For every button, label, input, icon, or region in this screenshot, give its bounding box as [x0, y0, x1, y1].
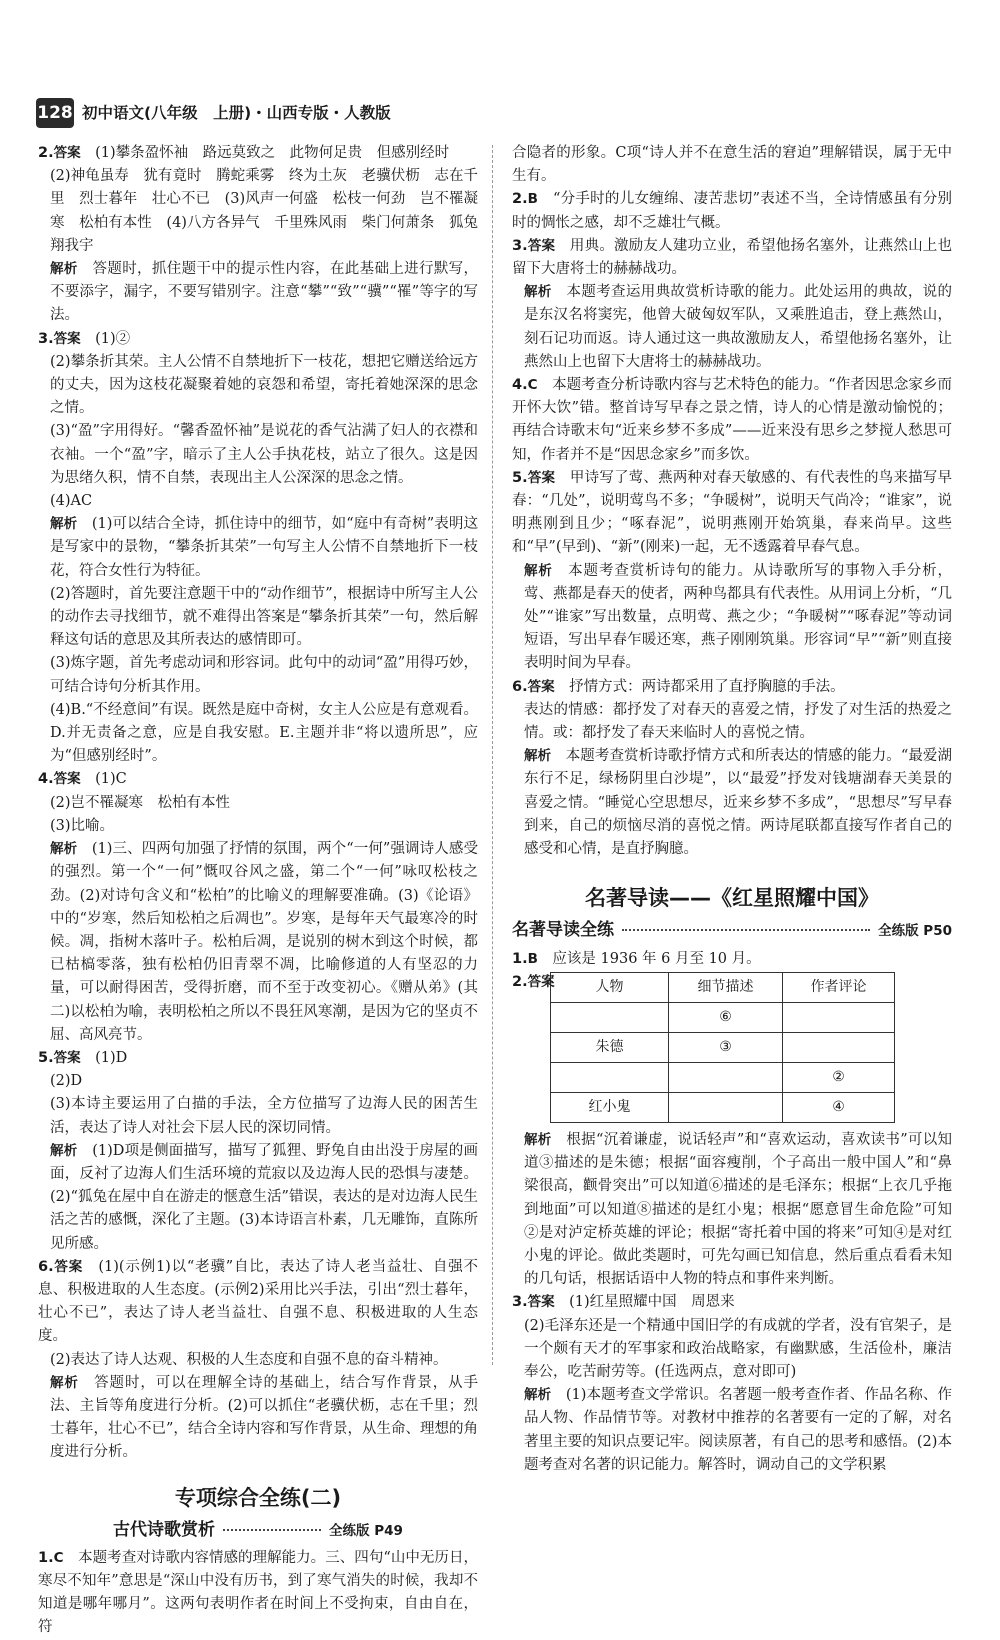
subsection-header-classic	[512, 919, 952, 943]
answer-continuation: (3)本诗主要运用了白描的手法，全方位描写了边海人民的困苦生活，表达了诗人对社会下层人民的深切同情。	[50, 1096, 478, 1136]
table-cell: ③	[669, 1032, 783, 1062]
analysis-text: (1)三、四两句加强了抒情的氛围，两个“一何”强调诗人感受的强烈。第一个“一何”慨叹谷风之盛，第二个“一何”咏叹松枝之劲。(2)对诗句含义和“松柏”的比喻义的理解要准确。(3)《论语》中的“岁寒，然后知松柏之后凋也”。岁寒，是每年天气最寒冷的时候。凋，指树木落叶子。松柏后凋，是说别的树木到这个时候，都已枯槁零落，独有松柏仍旧青翠不凋，比喻修道的人有坚忍的力量，可以耐得困苦，受得折磨，而不至于改变初心。《赠从弟》(其二)以松柏为喻，表明松柏之所以不畏狂风寒潮，是因为它的坚贞不屈、高风亮节。	[50, 841, 478, 1043]
page-header	[36, 96, 980, 130]
page-reference: 全练版 P50	[878, 923, 952, 940]
analysis-item	[38, 258, 478, 328]
table-row	[551, 1062, 895, 1092]
answer-table	[550, 972, 895, 1123]
question-number: 4.	[38, 771, 54, 788]
table-row	[551, 1032, 895, 1062]
answer-item	[38, 1047, 478, 1070]
table-cell	[669, 1062, 783, 1092]
answer-text: 本题考查对诗歌内容情感的理解能力。三、四句“山中无历日，寒尽不知年”意思是“深山中没有历书，到了寒气消失的时候，我却不知道是哪年哪月”。这两句表明作者在时间上不受拘束，自由自在，符	[38, 1549, 478, 1636]
table-cell	[783, 1002, 895, 1032]
analysis-label: 解析	[50, 1374, 79, 1391]
answer-item	[512, 374, 952, 467]
table-cell: ②	[783, 1062, 895, 1092]
answer-item	[38, 768, 478, 791]
answer-text: (1)C	[95, 771, 127, 788]
answer-continuation: (2)毛泽东还是一个精通中国旧学的有成就的学者，没有官架子，是一个颇有天才的军事家和政治战略家，有幽默感，生活俭朴，廉洁奉公，吃苦耐劳等。(任选两点，意对即可)	[524, 1317, 952, 1380]
page-reference: 全练版 P49	[329, 1522, 403, 1539]
table-cell	[551, 1062, 669, 1092]
answer-continuation: (2)神龟虽寿 犹有竟时 腾蛇乘雾 终为土灰 老骥伏枥 志在千里 烈士暮年 壮心不已 (3)风声一何盛 松枝一何劲 岂不罹凝寒 松柏有本性 (4)八方各异气 千里殊风雨 柴门何萧条 狐兔翔我宇	[50, 168, 478, 254]
column-divider	[492, 145, 493, 1365]
analysis-item	[512, 1384, 952, 1477]
analysis-label: 解析	[50, 261, 78, 278]
table-row	[551, 1002, 895, 1032]
answer-label: 答案	[53, 145, 81, 161]
answer-item	[512, 467, 952, 560]
table-cell	[669, 1092, 783, 1122]
answer-text: 应该是 1936 年 6 月至 10 月。	[552, 950, 761, 967]
answer-item	[512, 676, 952, 699]
answer-continuation: (4)B.“不经意间”有误。既然是庭中奇树，女主人公应是有意观看。D.并无责备之意，应是自我安慰。E.主题并非“将以遗所思”，应为“但感别经时”。	[50, 701, 478, 765]
answer-label: 答案	[53, 771, 81, 788]
answer-continuation: (3)比喻。	[50, 817, 115, 834]
header-title: 初中语文(八年级 上册)・山西专版・人教版	[82, 104, 391, 122]
answer-item	[38, 142, 478, 165]
analysis-text: (1)可以结合全诗，抓住诗中的细节，如“庭中有奇树”表明这是写家中的景物，“攀条折其荣”一句写主人公情不自禁地折下一枝花，符合女性行为特征。	[50, 516, 478, 579]
answer-text: 用典。激励友人建功立业，希望他扬名塞外，让燕然山上也留下大唐将士的赫赫战功。	[512, 237, 952, 278]
answer-continuation: (2)答题时，首先要注意题干中的“动作细节”，根据诗中所写主人公的动作去寻找细节，就不难得出答案是“攀条折其荣”一句，然后解释这句话的意思及其所表达的感情即可。	[50, 585, 478, 649]
answer-item-table	[512, 971, 952, 1123]
subsection-name: 古代诗歌赏析	[113, 1519, 216, 1540]
table-cell	[551, 1002, 669, 1032]
analysis-text: 答题时，可以在理解全诗的基础上，结合写作背景，从手法、主旨等角度进行分析。(2)可以抓住“老骥伏枥，志在千里；烈士暮年，壮心不已”，结合全诗内容和写作背景，从生命、理想的角度进行分析。	[50, 1374, 479, 1461]
answer-continuation: (3)“盈”字用得好。“馨香盈怀袖”是说花的香气沾满了妇人的衣襟和衣袖。一个“盈”字，暗示了主人公手执花枝，站立了很久。这是因为思绪久积，情不自禁，表现出主人公深深的思念之情。	[50, 423, 478, 486]
question-number: 2.	[512, 973, 528, 990]
table-cell: ⑥	[669, 1002, 783, 1032]
analysis-label: 解析	[524, 1131, 552, 1148]
answer-label: C	[53, 1549, 64, 1566]
answer-label: 答案	[53, 1049, 81, 1066]
question-number: 6.	[38, 1258, 54, 1275]
answer-text: (1)(示例1)以“老骥”自比，表达了诗人老当益壮、自强不息、积极进取的人生态度。(示例2)采用比兴手法，引出“烈士暮年，壮心不已”，表达了诗人老当益壮、自强不息、积极进取的人生态度。	[38, 1258, 479, 1345]
analysis-text: 根据“沉着谦虚，说话轻声”和“喜欢运动，喜欢读书”可以知道③描述的是朱德；根据“面容瘦削，个子高出一般中国人”和“鼻梁很高，颧骨突出”可以知道⑥描述的是毛泽东；根据“上衣几乎拖到地面”可以知道⑧描述的是红小鬼；根据“愿意冒生命危险”可知②是对泸定桥英雄的评论；根据“寄托着中国的将来”可知④是对红小鬼的评论。做此类题时，可先勾画已知信息，然后重点看看未知的几句话，根据话语中人物的特点和事件来判断。	[524, 1131, 952, 1288]
section-title-classic: 名著导读——《红星照耀中国》	[585, 886, 879, 911]
table-cell: 红小鬼	[551, 1092, 669, 1122]
answer-text: 抒情方式：两诗都采用了直抒胸臆的手法。	[569, 678, 845, 695]
table-header-row	[551, 972, 895, 1002]
table-cell	[783, 1032, 895, 1062]
analysis-item	[512, 1129, 952, 1291]
table-cell: 朱德	[551, 1032, 669, 1062]
answer-text: 本题考查分析诗歌内容与艺术特色的能力。“作者因思念家乡而开怀大饮”错。整首诗写早春之景之情，诗人的心情是激动愉悦的；再结合诗歌末句“近来乡梦不多成”——近来没有思乡之梦搅人愁思可知，作者并不是“因思念家乡”而多饮。	[512, 377, 952, 463]
analysis-text: 答题时，抓住题干中的提示性内容，在此基础上进行默写，不要添字，漏字，不要写错别字。注意“攀”“致”“骥”“罹”等字的写法。	[50, 261, 479, 324]
answer-text: (1)攀条盈怀袖 路远莫致之 此物何足贵 但感别经时	[95, 145, 450, 161]
answer-item	[38, 1547, 478, 1640]
dotted-leader	[223, 1529, 321, 1531]
answer-item	[512, 235, 952, 281]
table-row	[551, 1092, 895, 1122]
answer-text: (1)D	[95, 1049, 128, 1066]
answer-continuation: (2)表达了诗人达观、积极的人生态度和自强不息的奋斗精神。	[50, 1351, 448, 1368]
answer-label: 答案	[527, 678, 555, 695]
answer-item	[38, 1256, 478, 1349]
analysis-label: 解析	[524, 562, 553, 579]
analysis-label: 解析	[524, 748, 552, 765]
answer-item	[512, 1291, 952, 1314]
question-number: 5.	[38, 1049, 54, 1066]
answer-text: “分手时的儿女缠绵、凄苦悲切”表述不当，全诗情感虽有分别时的惆怅之感，却不乏雄壮气概。	[512, 191, 953, 231]
answer-label: 答案	[53, 330, 81, 347]
analysis-text: (1)本题考查文学常识。名著题一般考查作者、作品名称、作品人物、作品情节等。对教材中推荐的名著要有一定的了解，对名著里主要的知识点要记牢。阅读原著，有自己的思考和感悟。(2)本题考查对名著的识记能力。解答时，调动自己的文学积累	[524, 1387, 952, 1473]
analysis-item	[38, 1372, 478, 1465]
answer-continuation: (3)炼字题，首先考虑动词和形容词。此句中的动词“盈”用得巧妙，可结合诗句分析其作用。	[50, 655, 478, 695]
analysis-text: 本题考查运用典故赏析诗歌的能力。此处运用的典故，说的是东汉名将窦宪，他曾大破匈奴军队，又乘胜追击，登上燕然山，刻石记功而返。诗人通过这一典故激励友人，希望他扬名塞外，让燕然山上也留下大唐将士的赫赫战功。	[524, 284, 953, 370]
table-header-cell: 人物	[551, 972, 669, 1002]
answer-text: 甲诗写了莺、燕两种对春天敏感的、有代表性的鸟来描写早春：“几处”，说明莺鸟不多；“争暖树”，说明天气尚冷；“谁家”，说明燕刚到且少；“啄春泥”，说明燕刚开始筑巢，春来尚早。这些和“早”(早到)、“新”(刚来)一起，无不透露着早春气息。	[512, 469, 952, 556]
analysis-item	[38, 513, 478, 583]
answer-label: C	[527, 377, 538, 394]
answer-label: 答案	[527, 469, 556, 486]
question-number: 3.	[512, 237, 528, 254]
answer-label: 答案	[527, 1294, 555, 1311]
analysis-item	[38, 1140, 478, 1256]
right-column	[512, 142, 952, 1477]
answer-continuation: (2)岂不罹凝寒 松柏有本性	[50, 794, 231, 811]
section-title-special: 专项综合全练(二)	[174, 1485, 342, 1510]
answer-continuation: 表达的情感：都抒发了对春天的喜爱之情，抒发了对生活的热爱之情。或：都抒发了春天来临时人的喜悦之情。	[524, 701, 952, 742]
answer-label: 答案	[527, 237, 556, 254]
subsection-name: 名著导读全练	[512, 920, 614, 941]
question-number: 1.	[512, 950, 528, 967]
table-cell: ④	[783, 1092, 895, 1122]
answer-label: B	[527, 950, 538, 967]
analysis-text: 本题考查赏析诗句的能力。从诗歌所写的事物入手分析，莺、燕都是春天的使者，两种鸟都具有代表性。从用词上分析，“几处”“谁家”写出数量，点明莺、燕之少；“争暖树”“啄春泥”等动词短语，写出早春乍暖还寒，燕子刚刚筑巢。形容词“早”“新”则直接表明时间为早春。	[524, 562, 953, 672]
analysis-text: (1)D项是侧面描写，描写了狐狸、野兔自由出没于房屋的画面，反衬了边海人们生活环境的荒寂以及边海人民的恐惧与凄楚。(2)“狐兔在屋中自在游走的惬意生活”错误，表达的是对边海人民生活之苦的感慨，深化了主题。(3)本诗语言朴素，几无雕饰，直陈所见所感。	[50, 1142, 478, 1252]
analysis-item	[512, 745, 952, 861]
left-column	[38, 142, 478, 1640]
analysis-label: 解析	[50, 516, 78, 533]
analysis-item	[38, 838, 478, 1047]
analysis-item	[512, 281, 952, 374]
answer-continuation: 合隐者的形象。C项“诗人并不在意生活的窘迫”理解错误，属于无中生有。	[512, 145, 952, 185]
analysis-text: 本题考查赏析诗歌抒情方式和所表达的情感的能力。“最爱湖东行不足，绿杨阴里白沙堤”，以“最爱”抒发对钱塘湖春天美景的喜爱之情。“睡觉心空思想尽，近来乡梦不多成”，“思想尽”写早春到来，自己的烦恼尽消的喜悦之情。两诗尾联都直接写作者自己的感受和心情，是直抒胸臆。	[524, 748, 953, 858]
answer-item	[512, 948, 952, 971]
question-number: 5.	[512, 469, 528, 486]
subsection-header-poetry	[38, 1519, 478, 1543]
question-number: 4.	[512, 377, 528, 394]
answer-continuation: (2)D	[50, 1073, 83, 1090]
analysis-label: 解析	[50, 1142, 78, 1159]
question-number: 2.	[512, 191, 528, 208]
answer-label: 答案	[527, 973, 555, 990]
answer-text: (1)红星照耀中国 周恩来	[569, 1294, 735, 1311]
answer-label: B	[527, 191, 538, 208]
answer-item	[38, 328, 478, 351]
question-number: 6.	[512, 678, 528, 695]
question-number: 2.	[38, 145, 54, 161]
table-header-cell: 细节描述	[669, 972, 783, 1002]
answer-item	[512, 188, 952, 234]
analysis-item	[512, 560, 952, 676]
dotted-leader	[622, 929, 870, 931]
question-number: 3.	[512, 1294, 528, 1311]
answer-label: 答案	[53, 1258, 84, 1275]
answer-text: (1)②	[95, 330, 131, 347]
page-number: 128	[36, 98, 74, 128]
analysis-label: 解析	[524, 1387, 552, 1404]
answer-continuation: (4)AC	[50, 493, 93, 510]
analysis-label: 解析	[524, 284, 552, 301]
table-header-cell: 作者评论	[783, 972, 895, 1002]
question-number: 3.	[38, 330, 54, 347]
analysis-label: 解析	[50, 841, 78, 858]
question-number: 1.	[38, 1549, 54, 1566]
answer-continuation: (2)攀条折其荣。主人公情不自禁地折下一枝花，想把它赠送给远方的丈夫，因为这枝花凝聚着她的哀怨和希望，寄托着她深深的思念之情。	[50, 353, 478, 417]
